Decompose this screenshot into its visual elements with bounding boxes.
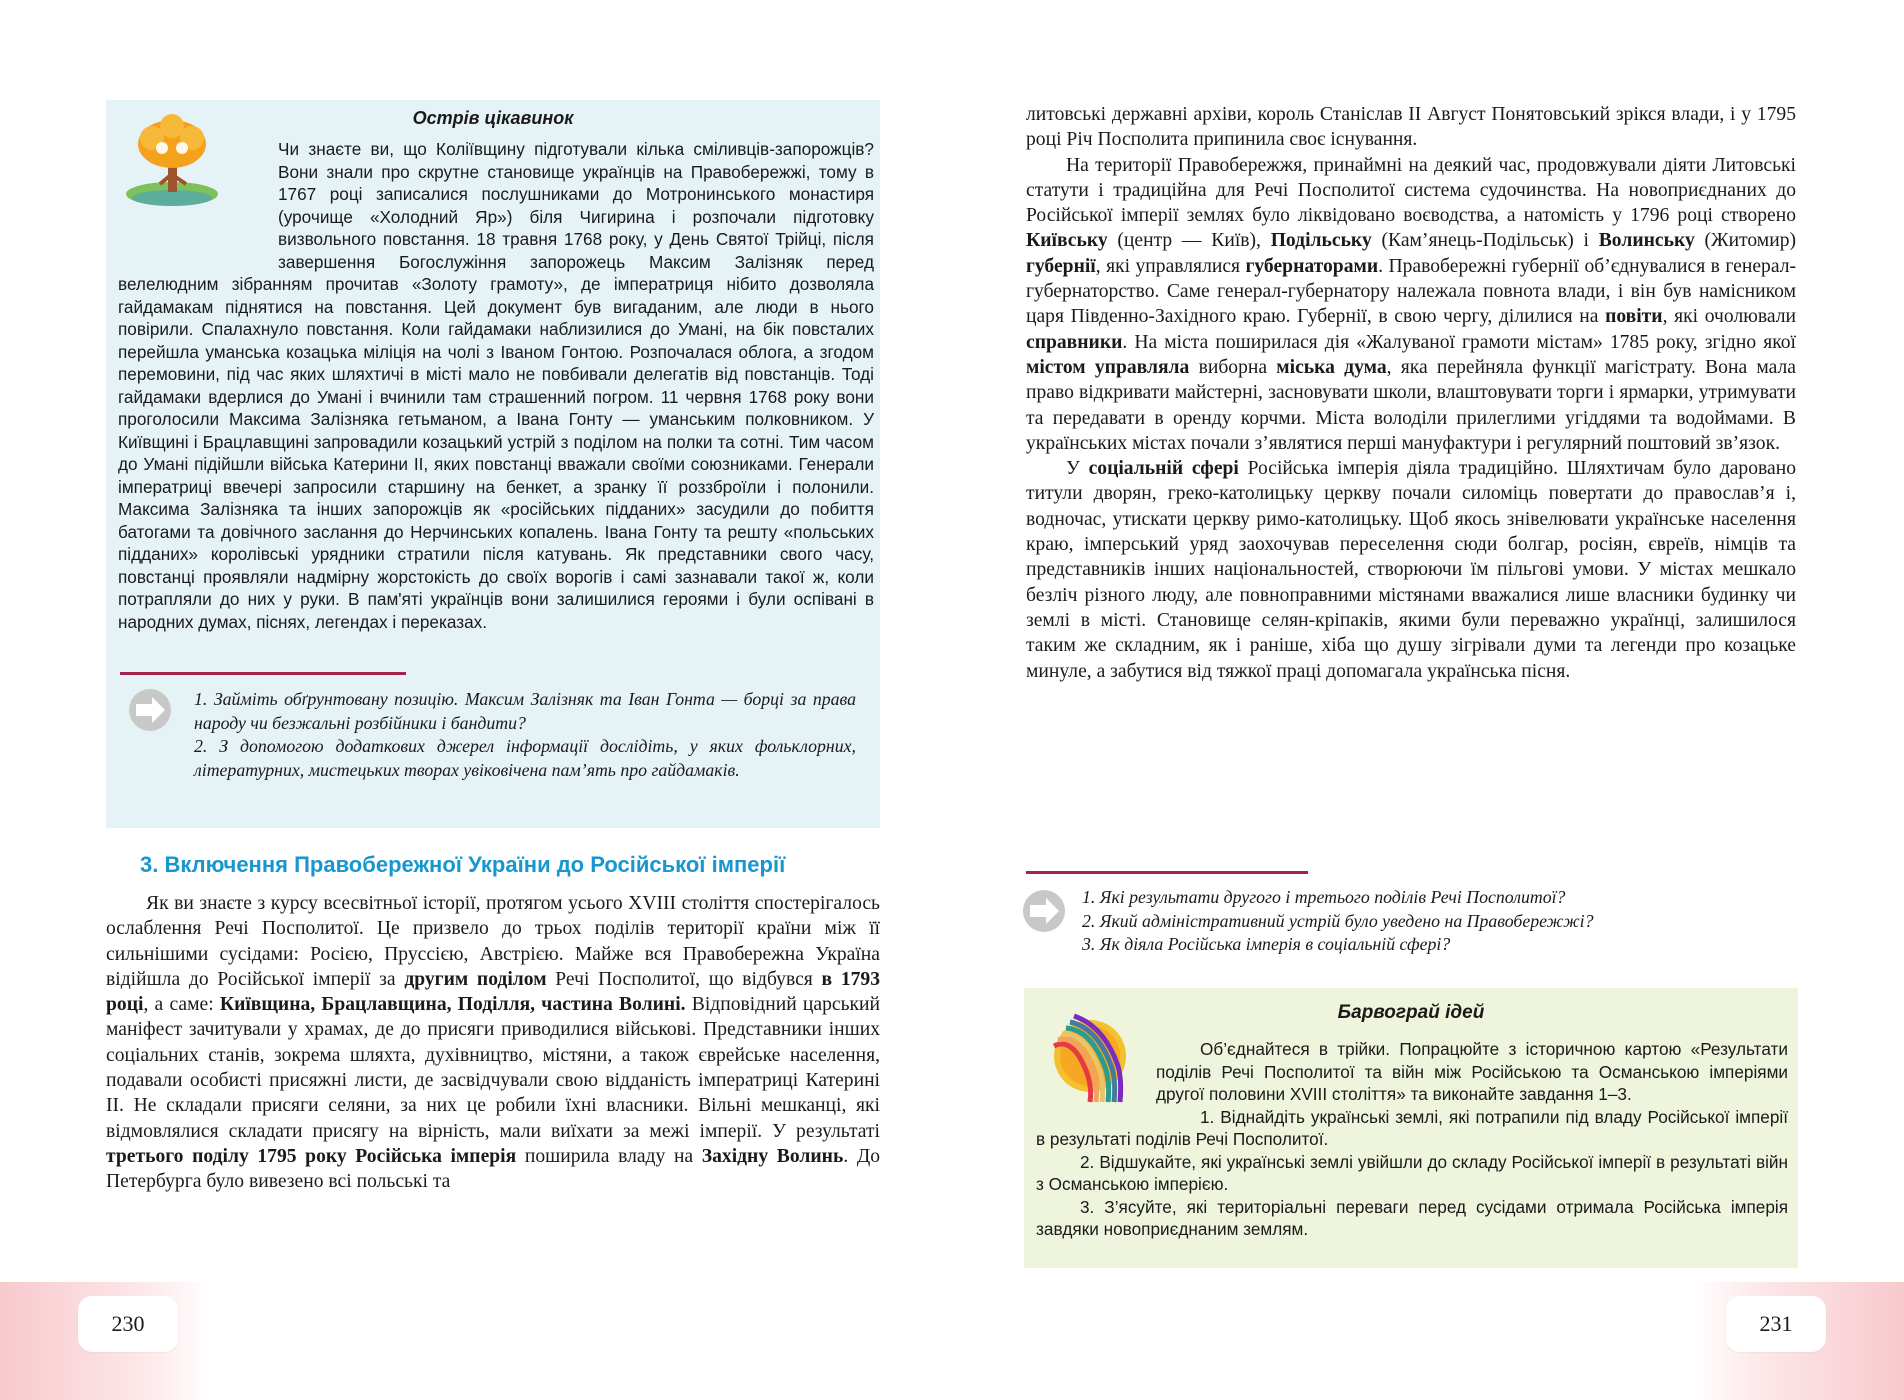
text-run: Речі Посполитої, що відбувся: [546, 968, 822, 990]
text-run: Як ви знаєте з курсу всесвітньої історії, протягом усього XVIII століття спостерігалось ослаблення Речі Посполитої. Це призвело до трьох поділів території країни між її сильнішими сусідами: Росією, Пруссією, Австрією. Майже вся Правобережна Україна відійшла до Російської імперії за: [106, 893, 880, 990]
left-question-1: 1. Займіть обґрунтовану позицію. Максим Залізняк та Іван Гонта — борці за права народу чи безжальні розбійники і бандити?: [194, 689, 856, 733]
bold-term: міська дума: [1276, 356, 1387, 378]
section-heading: 3. Включення Правобережної України до Російської імперії: [140, 852, 786, 877]
questions-divider: [120, 672, 406, 675]
idea-task-3: 3. З’ясуйте, які територіальні переваги перед сусідами отримала Російська імперія завдяки новоприєднаним землям.: [1036, 1196, 1788, 1239]
idea-box: [1024, 988, 1798, 1268]
question-arrow-icon: [1022, 889, 1066, 933]
idea-box-title: Барвограй ідей: [1337, 1002, 1485, 1023]
text-run: виборна: [1189, 356, 1277, 378]
bold-term: містом управляла: [1026, 356, 1190, 378]
right-body-paragraph-1: [1026, 102, 1796, 153]
island-box-title: Острів цікавинок: [412, 108, 574, 128]
text-run: На території Правобережжя, принаймні на деякий час, продовжували діяти Литовські статути і традиційна для Речі Посполитої система судочинства. На новоприєднаних до Російської імперії землях було ліквідовано воєводства, а натомість у 1796 році створено: [1026, 154, 1796, 227]
right-body-text: [1026, 102, 1796, 684]
text-run: (Кам’янець-Подільськ) і: [1371, 230, 1599, 252]
bold-term: соціальній сфері: [1088, 458, 1239, 480]
left-question-2: 2. З допомогою додаткових джерел інформації дослідіть, у яких фольклорних, літературних, мистецьких творах увіковічена пам’ять про гайдамаків.: [194, 736, 856, 780]
bold-term: Західну Волинь: [701, 1145, 844, 1167]
bold-term: Київщина, Брацлавщина, Поділля, частина Волині.: [219, 994, 686, 1016]
left-body-text: [106, 891, 880, 1195]
idea-box-intro: Об’єднайтеся в трійки. Попрацюйте з історичною картою «Результати поділів Речі Посполитої та війн між Російською та Османською імперіями другої половини XVIII століття» та виконайте завдання 1–3.: [1156, 1039, 1788, 1104]
idea-task-2: 2. Відшукайте, які українські землі увійшли до складу Російської імперії в результаті війн з Османською імперією.: [1036, 1151, 1788, 1194]
right-question-2: 2. Який адміністративний устрій було уведено на Правобережжі?: [1082, 910, 1594, 931]
bold-term: губернаторами: [1245, 255, 1379, 277]
island-box-paragraph: Чи знаєте ви, що Коліївщину підготували кілька сміливців-запорожців? Вони знали про скрутне становище українців на Правобережжі, тому в 1767 році записалися послушниками до Мотронинського монастиря (урочище «Холодний Яр») біля Чигирина і розпочали підготовку визвольного повстання. 18 травня 1768 року, у День Святої Трійці, після завершення Богослужіння запорожець Максим Залізняк перед велелюдним зібранням прочитав «Золоту грамоту», де імператриця нібито дозволяла гайдамакам піднятися на повстання. Цей документ був вигаданим, але люди в нього повірили. Спалахнуло повстання. Коли гайдамаки наблизилися до Умані, на бік повсталих перейшла уманська козацька міліція на чолі з Іваном Гонтою. Розпочалася облога, а згодом перемовини, під час яких шляхтичі в місті мало не повбивали делегатів від повстанців. Тоді гайдамаки вдерлися до Умані і вчинили там страшенний погром. 11 червня 1768 року вони проголосили Максима Залізняка гетьманом, а Івана Гонту — уманським полковником. У Київщині і Брацлавщині запровадили козацький устрій з поділом на полки та сотні. Тим часом до Умані підійшли війська Катерини II, яких повстанці вважали своїми союзниками. Генерали імператриці ввечері запросили старшину на бенкет, а зранку її роззброїли і полонили. Максима Залізняка та інших запорожців як «російських підданих» засудили до побиття батогами та довічного заслання до Нерчинських копалень. Івана Гонту та решту «польських підданих» королівські урядники стратили після катувань. Як представники свого часу, повстанці проявляли надмірну жорстокість до своїх ворогів і самі зазнавали такої ж, коли потрапляли до них у руки. В пам'яті українців вони залишилися героями і були оспівані в народних думах, піснях, легендах і переказах.: [118, 139, 874, 632]
text-run: , а саме:: [143, 994, 220, 1016]
page-number-right: 231: [1726, 1296, 1826, 1352]
text-run: (Житомир): [1694, 230, 1797, 252]
right-questions: [1082, 886, 1802, 957]
text-run: . Правобережні губернії об’єднувалися в генерал-губернаторство. Саме генерал-губернатору належала повнота влади, і він був намісником царя Південно-Західного краю. Губернії, в свою чергу, ділилися на: [1026, 255, 1796, 328]
right-body-paragraph-3: [1026, 456, 1796, 684]
bold-term: другим поділом: [404, 968, 547, 990]
bold-term: Подільську: [1270, 230, 1372, 252]
text-run: поширила владу на: [516, 1145, 702, 1167]
idea-box-text: [1036, 1038, 1788, 1241]
bold-term: справники: [1026, 331, 1123, 353]
text-run: . На міста поширилася дія «Жалуваної грамоти містам» 1785 року, згідно якої: [1122, 331, 1796, 353]
right-questions-divider: [1026, 871, 1308, 874]
text-run: литовські державні архіви, король Станіслав II Август Понятовський зрікся влади, і у 1795 році Річ Посполита припинила своє існування.: [1026, 104, 1796, 151]
bold-term: повіти: [1605, 306, 1663, 328]
bold-term: Київську: [1026, 230, 1108, 252]
bold-term: губернії: [1026, 255, 1096, 277]
right-question-1: 1. Які результати другого і третього поділів Речі Посполитої?: [1082, 887, 1566, 907]
text-run: Відповідний царський маніфест зачитували у храмах, де до присяги приводилися військові. Представники інших соціальних станів, зокрема шляхта, духівництво, містяни, а також єврейське населення, подавали особисті присяжні листи, де засвідчували свою відданість імператриці Катерині II. Не складали присяги селяни, за них це робили їхні власники. Вільні мешканці, які відмовлялися складати присягу на вірність, мали виїхати за межі імперії. У результаті: [106, 994, 880, 1142]
island-box-text: [118, 138, 874, 633]
text-run: У: [1066, 458, 1089, 480]
page-number: 230: [78, 1296, 178, 1352]
bold-term: Волинську: [1598, 230, 1695, 252]
question-arrow-icon: [128, 688, 172, 732]
text-run: , які управлялися: [1095, 255, 1246, 277]
left-questions: [194, 688, 856, 782]
bold-term: в 1793 році: [106, 968, 881, 1016]
text-run: , яка перейняла функції магістрату. Вона мала право відкривати майстерні, засновувати школи, влаштовувати торги і ярмарки, утримувати та передавати в оренду корчми. Міста володіли прилеглими угіддями та водоймами. В українських містах почали з’являтися перші мануфактури і регулярний поштовий зв’язок.: [1026, 356, 1797, 454]
bold-term: третього поділу 1795 року Російська імперія: [106, 1145, 517, 1167]
text-run: Російська імперія діяла традиційно. Шляхтичам було даровано титули дворян, греко-католицьку церкву почали силоміць повертати до православ’я і, водночас, утискати церкву римо-католицьку. Щоб якось знівелювати українське населення краю, імперський уряд заохочував переселення сюди болгар, росіян, євреїв, німців та представників інших національностей, створюючи їм пільгові умови. У містах мешкало безліч різного люду, але повноправними містянами вважалися лише власники будинку чи землі в місті. Становище селян-кріпаків, якими були переважно українці, залишилося таким же складним, як і раніше, хіба що душу зігрівали думи та легенди про козацьке минуле, а забутися від тяжкої праці допомагала українська пісня.: [1026, 458, 1796, 682]
idea-task-1: 1. Віднайдіть українські землі, які потрапили під владу Російської імперії в результаті поділів Речі Посполитої.: [1036, 1106, 1788, 1149]
text-run: (центр — Київ),: [1107, 230, 1271, 252]
right-body-paragraph-2: [1026, 153, 1796, 457]
right-question-3: 3. Як діяла Російська імперія в соціальній сфері?: [1082, 934, 1451, 954]
left-body-paragraph: [106, 891, 880, 1195]
text-run: , які очолювали: [1662, 306, 1796, 328]
text-run: . До Петербурга було вивезено всі польські та: [106, 1145, 880, 1193]
